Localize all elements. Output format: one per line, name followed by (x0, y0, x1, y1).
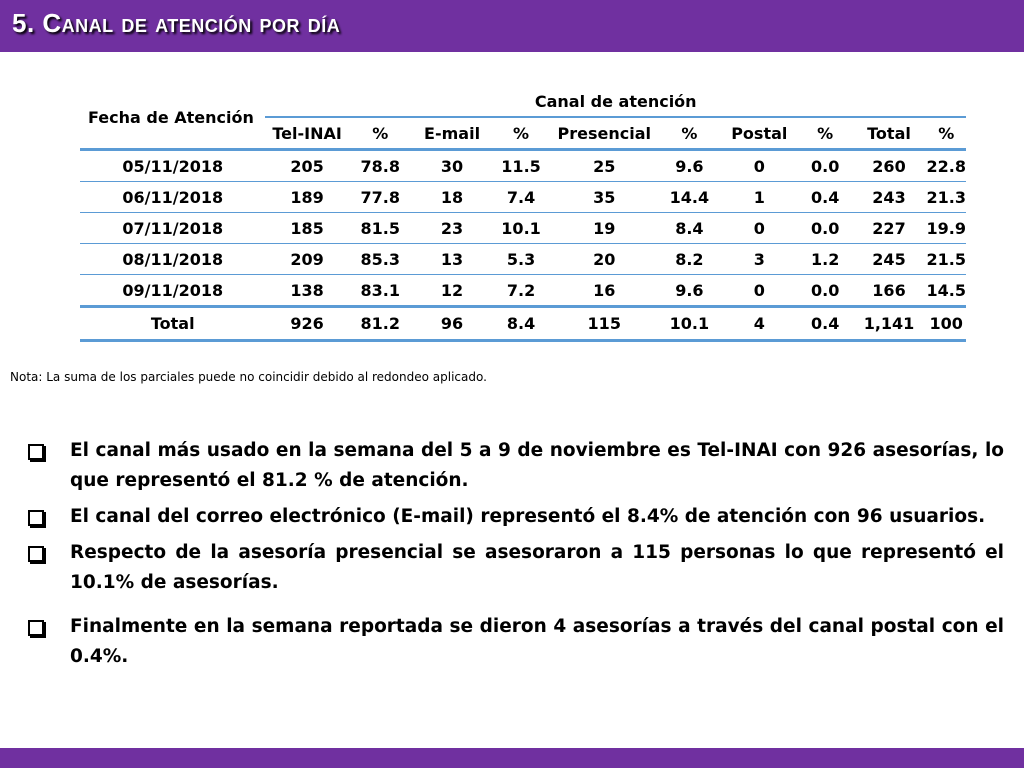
footnote: Nota: La suma de los parciales puede no coincidir debido al redondeo aplicado. (10, 370, 487, 384)
column-header: % (799, 117, 852, 150)
table-cell: 115 (550, 307, 659, 341)
table-row (80, 275, 966, 307)
table-cell: 9.6 (659, 150, 720, 182)
date-cell: 07/11/2018 (80, 213, 265, 244)
table-row (80, 244, 966, 275)
canal-group-header: Canal de atención (265, 86, 966, 117)
table-row (80, 213, 966, 244)
column-header: Tel-INAI (265, 117, 348, 150)
table-cell: 0 (720, 275, 799, 307)
column-header: % (926, 117, 966, 150)
table-cell: 1.2 (799, 244, 852, 275)
column-header: Presencial (550, 117, 659, 150)
table-cell: 1,141 (852, 307, 927, 341)
bullet-text: Finalmente en la semana reportada se dieron 4 asesorías a través del canal postal con el 0.4%. (70, 616, 1004, 667)
column-header: E-mail (412, 117, 493, 150)
table-cell: 11.5 (492, 150, 549, 182)
table-cell: 0 (720, 213, 799, 244)
checkbox-bullet-icon (28, 546, 44, 562)
table-cell: 22.8 (926, 150, 966, 182)
date-cell: 09/11/2018 (80, 275, 265, 307)
table-cell: 21.3 (926, 182, 966, 213)
bullet-item (28, 502, 1004, 532)
table-row (80, 182, 966, 213)
table-cell: 1 (720, 182, 799, 213)
table-cell: 7.2 (492, 275, 549, 307)
table-cell: 3 (720, 244, 799, 275)
table-cell: 5.3 (492, 244, 549, 275)
date-cell: 06/11/2018 (80, 182, 265, 213)
column-header: % (349, 117, 412, 150)
total-row (80, 307, 966, 341)
table-cell: 35 (550, 182, 659, 213)
bullet-list (28, 436, 1004, 678)
fecha-header: Fecha de Atención (80, 86, 265, 150)
table-cell: 30 (412, 150, 493, 182)
table-cell: 25 (550, 150, 659, 182)
table-cell: 0.4 (799, 182, 852, 213)
table-cell: 78.8 (349, 150, 412, 182)
table-cell: 10.1 (659, 307, 720, 341)
bullet-item (28, 612, 1004, 672)
table-cell: 227 (852, 213, 927, 244)
table-cell: 260 (852, 150, 927, 182)
checkbox-bullet-icon (28, 510, 44, 526)
table-cell: 85.3 (349, 244, 412, 275)
table-cell: 19.9 (926, 213, 966, 244)
table-cell: 0.0 (799, 213, 852, 244)
data-table (80, 86, 966, 342)
table-cell: 81.5 (349, 213, 412, 244)
table-cell: 166 (852, 275, 927, 307)
bullet-text: El canal más usado en la semana del 5 a 9 de noviembre es Tel-INAI con 926 asesorías, lo que representó el 81.2 % de atención. (70, 440, 1004, 491)
table-cell: 12 (412, 275, 493, 307)
table-cell: 0 (720, 150, 799, 182)
column-header: % (659, 117, 720, 150)
table-cell: 96 (412, 307, 493, 341)
channel-table (80, 86, 966, 342)
table-cell: 7.4 (492, 182, 549, 213)
table-cell: 10.1 (492, 213, 549, 244)
table-cell: 83.1 (349, 275, 412, 307)
table-cell: 13 (412, 244, 493, 275)
table-cell: 16 (550, 275, 659, 307)
bullet-item (28, 436, 1004, 496)
table-cell: 14.5 (926, 275, 966, 307)
checkbox-bullet-icon (28, 444, 44, 460)
table-cell: 9.6 (659, 275, 720, 307)
column-header: Postal (720, 117, 799, 150)
table-cell: 205 (265, 150, 348, 182)
table-cell: 138 (265, 275, 348, 307)
table-cell: 0.0 (799, 275, 852, 307)
date-cell: 05/11/2018 (80, 150, 265, 182)
table-cell: 209 (265, 244, 348, 275)
table-cell: 20 (550, 244, 659, 275)
table-cell: 185 (265, 213, 348, 244)
table-cell: 189 (265, 182, 348, 213)
bullet-text: El canal del correo electrónico (E-mail) representó el 8.4% de atención con 96 usuarios. (70, 506, 986, 527)
table-cell: 926 (265, 307, 348, 341)
table-cell: Total (80, 307, 265, 341)
table-cell: 8.4 (659, 213, 720, 244)
table-cell: 0.4 (799, 307, 852, 341)
table-cell: 8.2 (659, 244, 720, 275)
bullet-item (28, 538, 1004, 598)
slide-title: 5. Canal de atención por día (12, 8, 341, 38)
table-cell: 14.4 (659, 182, 720, 213)
table-cell: 19 (550, 213, 659, 244)
table-cell: 8.4 (492, 307, 549, 341)
column-header: % (492, 117, 549, 150)
checkbox-bullet-icon (28, 620, 44, 636)
table-cell: 243 (852, 182, 927, 213)
table-cell: 4 (720, 307, 799, 341)
footer-bar (0, 748, 1024, 768)
table-cell: 81.2 (349, 307, 412, 341)
table-cell: 23 (412, 213, 493, 244)
table-cell: 0.0 (799, 150, 852, 182)
table-cell: 77.8 (349, 182, 412, 213)
table-row (80, 150, 966, 182)
table-cell: 21.5 (926, 244, 966, 275)
table-cell: 245 (852, 244, 927, 275)
table-cell: 100 (926, 307, 966, 341)
bullet-text: Respecto de la asesoría presencial se asesoraron a 115 personas lo que representó el 10.1% de asesorías. (70, 542, 1004, 593)
column-header: Total (852, 117, 927, 150)
date-cell: 08/11/2018 (80, 244, 265, 275)
table-cell: 18 (412, 182, 493, 213)
